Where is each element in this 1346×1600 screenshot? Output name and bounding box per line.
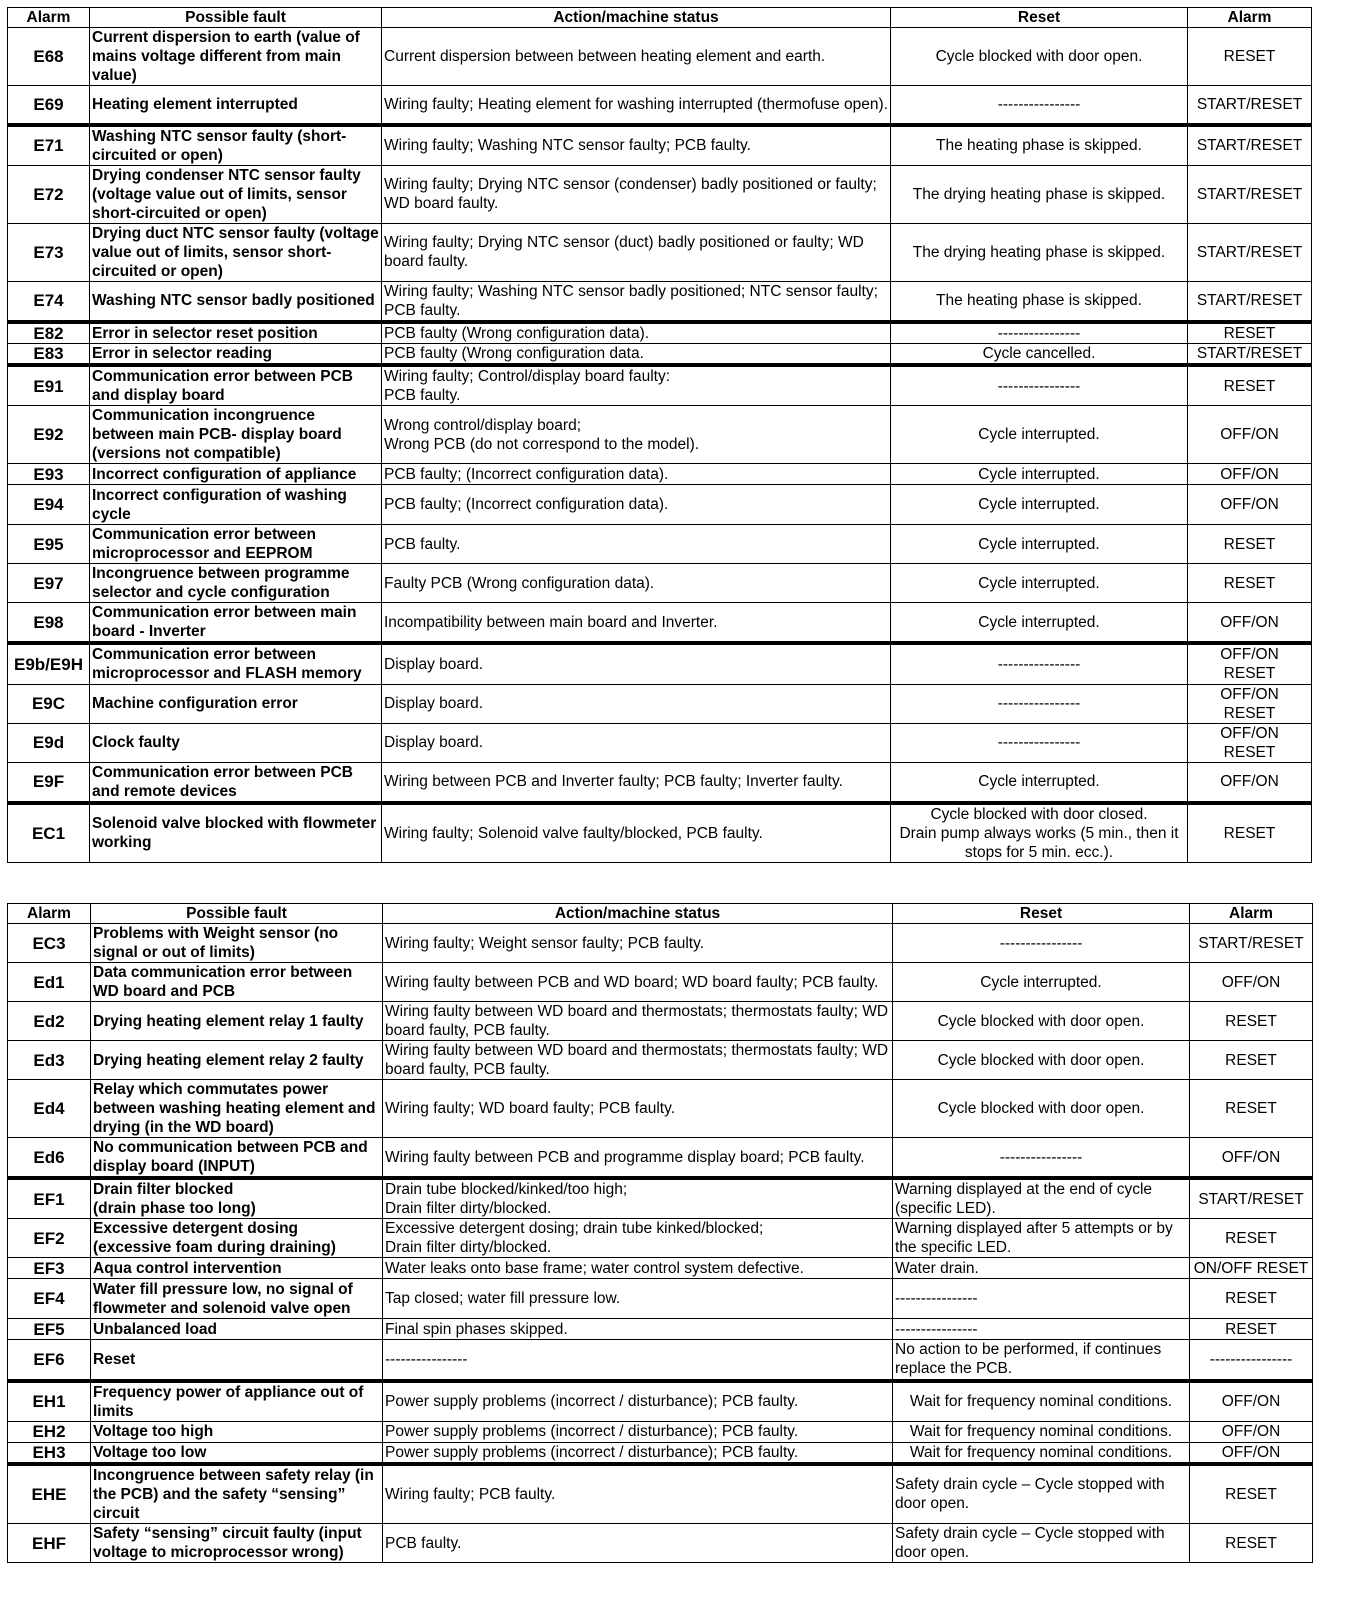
reset-info: The drying heating phase is skipped. — [891, 165, 1188, 223]
action-status: ---------------- — [383, 1340, 893, 1381]
alarm-code: EH3 — [8, 1442, 91, 1464]
table-row — [8, 223, 1312, 281]
table-header-row — [8, 904, 1313, 924]
alarm-action: OFF/ON RESET — [1188, 723, 1312, 762]
reset-info: Cycle cancelled. — [891, 344, 1188, 366]
action-status: Wiring faulty between WD board and thermostats; thermostats faulty; WD board faulty, PCB faulty. — [383, 1041, 893, 1080]
reset-info: The drying heating phase is skipped. — [891, 223, 1188, 281]
reset-info: Cycle interrupted. — [891, 464, 1188, 485]
reset-info: Cycle blocked with door open. — [891, 28, 1188, 86]
alarm-table-2 — [7, 903, 1313, 1563]
alarm-action: RESET — [1188, 365, 1312, 406]
alarm-code: E74 — [8, 281, 90, 322]
possible-fault: Machine configuration error — [90, 684, 382, 723]
reset-info: ---------------- — [893, 1319, 1190, 1340]
alarm-action: START/RESET — [1188, 223, 1312, 281]
alarm-action: START/RESET — [1188, 281, 1312, 322]
alarm-code: E9C — [8, 684, 90, 723]
alarm-action: OFF/ON — [1188, 464, 1312, 485]
alarm-action: OFF/ON — [1190, 1421, 1313, 1442]
alarm-code: EF1 — [8, 1178, 91, 1219]
action-status: Final spin phases skipped. — [383, 1319, 893, 1340]
action-status: Wiring faulty; Drying NTC sensor (condenser) badly positioned or faulty; WD board faulty. — [382, 165, 891, 223]
alarm-action: START/RESET — [1190, 1178, 1313, 1219]
reset-info: Cycle blocked with door closed. Drain pump always works (5 min., then it stops for 5 min. ecc.). — [891, 803, 1188, 863]
reset-info: Cycle blocked with door open. — [893, 1002, 1190, 1041]
action-status: Wiring faulty; Heating element for washing interrupted (thermofuse open). — [382, 86, 891, 125]
table-row — [8, 963, 1313, 1002]
col-header-fault: Possible fault — [90, 8, 382, 28]
possible-fault: Relay which commutates power between washing heating element and drying (in the WD board) — [91, 1080, 383, 1138]
alarm-code: E91 — [8, 365, 90, 406]
possible-fault: Communication error between main board - Inverter — [90, 603, 382, 644]
alarm-code: EF4 — [8, 1279, 91, 1319]
col-header-reset: Reset — [891, 8, 1188, 28]
possible-fault: Drying duct NTC sensor faulty (voltage value out of limits, sensor short-circuited or open) — [90, 223, 382, 281]
action-status: PCB faulty. — [383, 1524, 893, 1563]
action-status: Current dispersion between between heating element and earth. — [382, 28, 891, 86]
action-status: PCB faulty. — [382, 525, 891, 564]
possible-fault: Communication incongruence between main PCB- display board (versions not compatible) — [90, 406, 382, 464]
alarm-action: START/RESET — [1188, 86, 1312, 125]
table-row — [8, 525, 1312, 564]
action-status: Wiring faulty between WD board and thermostats; thermostats faulty; WD board faulty, PCB faulty. — [383, 1002, 893, 1041]
possible-fault: Clock faulty — [90, 723, 382, 762]
possible-fault: Aqua control intervention — [91, 1258, 383, 1279]
possible-fault: Error in selector reset position — [90, 322, 382, 344]
table-row — [8, 1219, 1313, 1258]
possible-fault: Incorrect configuration of washing cycle — [90, 485, 382, 525]
alarm-action: OFF/ON RESET — [1188, 643, 1312, 684]
alarm-action: START/RESET — [1190, 924, 1313, 963]
action-status: Drain tube blocked/kinked/too high; Drain filter dirty/blocked. — [383, 1178, 893, 1219]
action-status: Wiring between PCB and Inverter faulty; PCB faulty; Inverter faulty. — [382, 762, 891, 803]
table-row — [8, 1002, 1313, 1041]
reset-info: Cycle interrupted. — [891, 603, 1188, 644]
table-row — [8, 1258, 1313, 1279]
action-status: Wiring faulty between PCB and WD board; WD board faulty; PCB faulty. — [383, 963, 893, 1002]
alarm-action: OFF/ON — [1188, 603, 1312, 644]
alarm-code: EC3 — [8, 924, 91, 963]
alarm-action: RESET — [1188, 803, 1312, 863]
reset-info: Safety drain cycle – Cycle stopped with door open. — [893, 1464, 1190, 1524]
reset-info: Wait for frequency nominal conditions. — [893, 1421, 1190, 1442]
alarm-action: START/RESET — [1188, 125, 1312, 166]
alarm-code: E82 — [8, 322, 90, 344]
alarm-action: RESET — [1188, 525, 1312, 564]
action-status: Water leaks onto base frame; water control system defective. — [383, 1258, 893, 1279]
table-row — [8, 165, 1312, 223]
table-row — [8, 86, 1312, 125]
possible-fault: Voltage too low — [91, 1442, 383, 1464]
table-row — [8, 485, 1312, 525]
col-header-alarm-action: Alarm — [1190, 904, 1313, 924]
col-header-alarm: Alarm — [8, 904, 91, 924]
alarm-action: RESET — [1190, 1041, 1313, 1080]
alarm-table-1 — [7, 7, 1312, 863]
action-status: Wiring faulty; Washing NTC sensor badly positioned; NTC sensor faulty; PCB faulty. — [382, 281, 891, 322]
reset-info: Water drain. — [893, 1258, 1190, 1279]
table-row — [8, 464, 1312, 485]
possible-fault: Unbalanced load — [91, 1319, 383, 1340]
action-status: Power supply problems (incorrect / disturbance); PCB faulty. — [383, 1442, 893, 1464]
table-row — [8, 125, 1312, 166]
alarm-code: E98 — [8, 603, 90, 644]
possible-fault: Excessive detergent dosing (excessive foam during draining) — [91, 1219, 383, 1258]
possible-fault: Communication error between microprocessor and FLASH memory — [90, 643, 382, 684]
alarm-action: START/RESET — [1188, 165, 1312, 223]
reset-info: ---------------- — [893, 924, 1190, 963]
reset-info: Safety drain cycle – Cycle stopped with door open. — [893, 1524, 1190, 1563]
action-status: Wiring faulty; Solenoid valve faulty/blocked, PCB faulty. — [382, 803, 891, 863]
reset-info: The heating phase is skipped. — [891, 281, 1188, 322]
alarm-action: RESET — [1188, 322, 1312, 344]
possible-fault: Drying heating element relay 1 faulty — [91, 1002, 383, 1041]
alarm-code: E97 — [8, 564, 90, 603]
reset-info: No action to be performed, if continues replace the PCB. — [893, 1340, 1190, 1381]
alarm-code: E92 — [8, 406, 90, 464]
possible-fault: Washing NTC sensor faulty (short-circuited or open) — [90, 125, 382, 166]
action-status: Wiring faulty; Weight sensor faulty; PCB faulty. — [383, 924, 893, 963]
possible-fault: Water fill pressure low, no signal of flowmeter and solenoid valve open — [91, 1279, 383, 1319]
possible-fault: Current dispersion to earth (value of mains voltage different from main value) — [90, 28, 382, 86]
alarm-action: RESET — [1190, 1319, 1313, 1340]
possible-fault: Incorrect configuration of appliance — [90, 464, 382, 485]
table-row — [8, 1178, 1313, 1219]
table-row — [8, 1421, 1313, 1442]
action-status: Wiring faulty; Control/display board faulty: PCB faulty. — [382, 365, 891, 406]
action-status: Power supply problems (incorrect / disturbance); PCB faulty. — [383, 1381, 893, 1422]
alarm-action: OFF/ON — [1188, 485, 1312, 525]
action-status: Display board. — [382, 684, 891, 723]
table-row — [8, 1464, 1313, 1524]
alarm-code: E72 — [8, 165, 90, 223]
alarm-code: E94 — [8, 485, 90, 525]
possible-fault: Communication error between PCB and remote devices — [90, 762, 382, 803]
alarm-action: OFF/ON — [1190, 963, 1313, 1002]
alarm-action: RESET — [1190, 1464, 1313, 1524]
table-row — [8, 1340, 1313, 1381]
alarm-code: E73 — [8, 223, 90, 281]
table-row — [8, 344, 1312, 366]
table-row — [8, 1041, 1313, 1080]
action-status: Wrong control/display board; Wrong PCB (do not correspond to the model). — [382, 406, 891, 464]
reset-info: Cycle interrupted. — [891, 762, 1188, 803]
action-status: Excessive detergent dosing; drain tube kinked/blocked; Drain filter dirty/blocked. — [383, 1219, 893, 1258]
reset-info: ---------------- — [891, 684, 1188, 723]
reset-info: Cycle blocked with door open. — [893, 1080, 1190, 1138]
alarm-action: RESET — [1190, 1524, 1313, 1563]
possible-fault: Drying heating element relay 2 faulty — [91, 1041, 383, 1080]
alarm-action: ---------------- — [1190, 1340, 1313, 1381]
table-row — [8, 281, 1312, 322]
reset-info: Cycle interrupted. — [893, 963, 1190, 1002]
action-status: Display board. — [382, 643, 891, 684]
possible-fault: Communication error between PCB and display board — [90, 365, 382, 406]
reset-info: Warning displayed at the end of cycle (specific LED). — [893, 1178, 1190, 1219]
alarm-code: E69 — [8, 86, 90, 125]
alarm-code: E9F — [8, 762, 90, 803]
possible-fault: Drain filter blocked (drain phase too long) — [91, 1178, 383, 1219]
alarm-code: E83 — [8, 344, 90, 366]
action-status: Display board. — [382, 723, 891, 762]
alarm-code: EF5 — [8, 1319, 91, 1340]
possible-fault: Problems with Weight sensor (no signal or out of limits) — [91, 924, 383, 963]
possible-fault: Safety “sensing” circuit faulty (input voltage to microprocessor wrong) — [91, 1524, 383, 1563]
possible-fault: Solenoid valve blocked with flowmeter working — [90, 803, 382, 863]
action-status: Tap closed; water fill pressure low. — [383, 1279, 893, 1319]
table-row — [8, 28, 1312, 86]
reset-info: Cycle interrupted. — [891, 564, 1188, 603]
reset-info: Cycle interrupted. — [891, 525, 1188, 564]
alarm-code: EH2 — [8, 1421, 91, 1442]
alarm-code: Ed2 — [8, 1002, 91, 1041]
col-header-alarm-action: Alarm — [1188, 8, 1312, 28]
possible-fault: Heating element interrupted — [90, 86, 382, 125]
col-header-reset: Reset — [893, 904, 1190, 924]
possible-fault: Error in selector reading — [90, 344, 382, 366]
alarm-code: Ed6 — [8, 1138, 91, 1179]
alarm-action: RESET — [1190, 1219, 1313, 1258]
alarm-action: OFF/ON — [1190, 1138, 1313, 1179]
reset-info: ---------------- — [893, 1138, 1190, 1179]
action-status: Wiring faulty; PCB faulty. — [383, 1464, 893, 1524]
reset-info: ---------------- — [891, 365, 1188, 406]
alarm-action: RESET — [1190, 1080, 1313, 1138]
alarm-action: RESET — [1190, 1002, 1313, 1041]
alarm-code: E68 — [8, 28, 90, 86]
alarm-code: EF3 — [8, 1258, 91, 1279]
action-status: Faulty PCB (Wrong configuration data). — [382, 564, 891, 603]
action-status: PCB faulty (Wrong configuration data. — [382, 344, 891, 366]
alarm-code: EF6 — [8, 1340, 91, 1381]
possible-fault: Voltage too high — [91, 1421, 383, 1442]
alarm-code: Ed3 — [8, 1041, 91, 1080]
action-status: Wiring faulty; Washing NTC sensor faulty; PCB faulty. — [382, 125, 891, 166]
alarm-code: EHF — [8, 1524, 91, 1563]
reset-info: ---------------- — [891, 86, 1188, 125]
action-status: Wiring faulty; WD board faulty; PCB faulty. — [383, 1080, 893, 1138]
table-row — [8, 322, 1312, 344]
table-row — [8, 564, 1312, 603]
possible-fault: Frequency power of appliance out of limits — [91, 1381, 383, 1422]
action-status: PCB faulty; (Incorrect configuration data). — [382, 464, 891, 485]
table-row — [8, 643, 1312, 684]
reset-info: Warning displayed after 5 attempts or by the specific LED. — [893, 1219, 1190, 1258]
possible-fault: Washing NTC sensor badly positioned — [90, 281, 382, 322]
alarm-code: EH1 — [8, 1381, 91, 1422]
alarm-action: RESET — [1190, 1279, 1313, 1319]
reset-info: ---------------- — [891, 643, 1188, 684]
table-row — [8, 1381, 1313, 1422]
col-header-alarm: Alarm — [8, 8, 90, 28]
col-header-action: Action/machine status — [383, 904, 893, 924]
reset-info: Cycle interrupted. — [891, 406, 1188, 464]
col-header-fault: Possible fault — [91, 904, 383, 924]
alarm-action: OFF/ON — [1188, 762, 1312, 803]
table-header-row — [8, 8, 1312, 28]
action-status: PCB faulty (Wrong configuration data). — [382, 322, 891, 344]
action-status: Incompatibility between main board and Inverter. — [382, 603, 891, 644]
reset-info: ---------------- — [891, 723, 1188, 762]
alarm-action: OFF/ON RESET — [1188, 684, 1312, 723]
table-row — [8, 1442, 1313, 1464]
table-row — [8, 365, 1312, 406]
table-row — [8, 723, 1312, 762]
alarm-action: RESET — [1188, 564, 1312, 603]
alarm-code: E95 — [8, 525, 90, 564]
action-status: Power supply problems (incorrect / disturbance); PCB faulty. — [383, 1421, 893, 1442]
reset-info: Cycle interrupted. — [891, 485, 1188, 525]
alarm-code: Ed4 — [8, 1080, 91, 1138]
table-row — [8, 1319, 1313, 1340]
table-row — [8, 803, 1312, 863]
possible-fault: No communication between PCB and display board (INPUT) — [91, 1138, 383, 1179]
table-row — [8, 1524, 1313, 1563]
table-row — [8, 1080, 1313, 1138]
alarm-code: E9d — [8, 723, 90, 762]
possible-fault: Reset — [91, 1340, 383, 1381]
table-row — [8, 924, 1313, 963]
reset-info: Wait for frequency nominal conditions. — [893, 1442, 1190, 1464]
table-row — [8, 603, 1312, 644]
col-header-action: Action/machine status — [382, 8, 891, 28]
table-row — [8, 1279, 1313, 1319]
alarm-action: OFF/ON — [1190, 1442, 1313, 1464]
alarm-action: RESET — [1188, 28, 1312, 86]
table-row — [8, 1138, 1313, 1179]
possible-fault: Incongruence between safety relay (in the PCB) and the safety “sensing” circuit — [91, 1464, 383, 1524]
table-row — [8, 684, 1312, 723]
reset-info: ---------------- — [891, 322, 1188, 344]
action-status: PCB faulty; (Incorrect configuration data). — [382, 485, 891, 525]
possible-fault: Data communication error between WD board and PCB — [91, 963, 383, 1002]
alarm-code: E93 — [8, 464, 90, 485]
alarm-action: OFF/ON — [1190, 1381, 1313, 1422]
table-row — [8, 406, 1312, 464]
table-row — [8, 762, 1312, 803]
possible-fault: Communication error between microprocessor and EEPROM — [90, 525, 382, 564]
alarm-action: OFF/ON — [1188, 406, 1312, 464]
action-status: Wiring faulty; Drying NTC sensor (duct) badly positioned or faulty; WD board faulty. — [382, 223, 891, 281]
alarm-action: ON/OFF RESET — [1190, 1258, 1313, 1279]
alarm-code: EHE — [8, 1464, 91, 1524]
alarm-action: START/RESET — [1188, 344, 1312, 366]
reset-info: ---------------- — [893, 1279, 1190, 1319]
alarm-code: EF2 — [8, 1219, 91, 1258]
possible-fault: Drying condenser NTC sensor faulty (voltage value out of limits, sensor short-circuited or open) — [90, 165, 382, 223]
reset-info: Cycle blocked with door open. — [893, 1041, 1190, 1080]
alarm-code: E71 — [8, 125, 90, 166]
alarm-code: E9b/E9H — [8, 643, 90, 684]
alarm-code: EC1 — [8, 803, 90, 863]
reset-info: Wait for frequency nominal conditions. — [893, 1381, 1190, 1422]
action-status: Wiring faulty between PCB and programme display board; PCB faulty. — [383, 1138, 893, 1179]
alarm-code: Ed1 — [8, 963, 91, 1002]
reset-info: The heating phase is skipped. — [891, 125, 1188, 166]
possible-fault: Incongruence between programme selector and cycle configuration — [90, 564, 382, 603]
